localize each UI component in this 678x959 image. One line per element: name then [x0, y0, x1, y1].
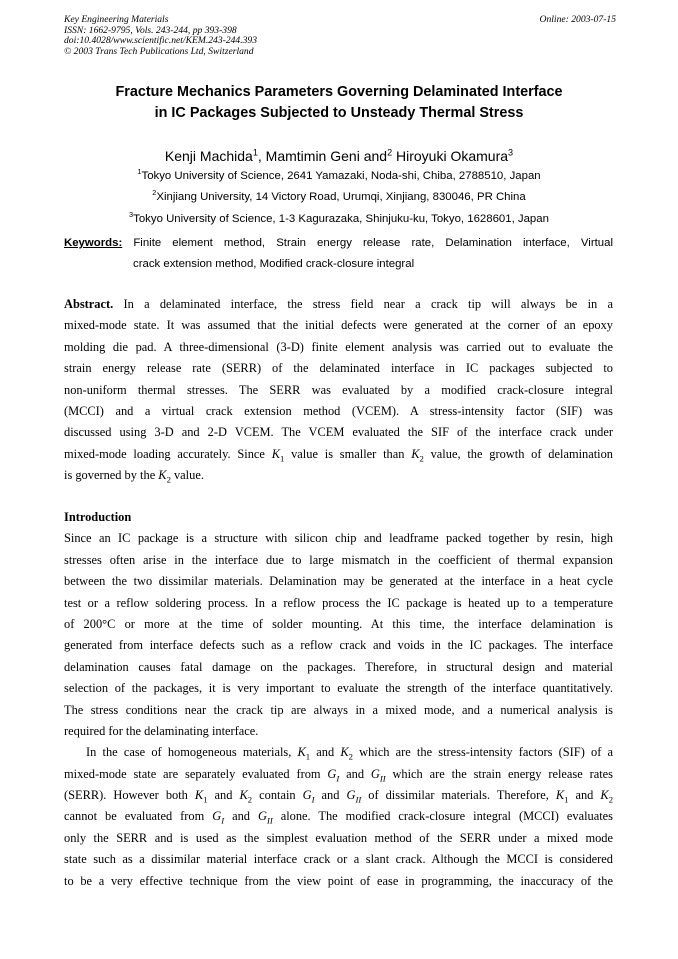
- paragraph-line: only the SERR and is used as the simplest evaluation method of the SERR under a mixed mode: [64, 830, 613, 845]
- abstract-line: molding die pad. A three-dimensional (3-D) finite element analysis was carried out to evaluate the: [64, 339, 613, 354]
- paragraph-line: selection of the packages, it is very important to evaluate the strength of the interface quantitatively.: [64, 681, 613, 696]
- author-affil-mark: 2: [387, 147, 393, 158]
- abstract-line: mixed-mode loading accurately. Since $K_1$ value is smaller than $K_2$ value, the growth of delamination: [64, 446, 613, 464]
- paragraph-line: state such as a dissimilar material interface crack or a slant crack. Although the MCCI is considered: [64, 852, 613, 867]
- paragraph-line: stresses often arise in the interface due to large mismatch in the coefficient of thermal expansion: [64, 552, 613, 567]
- affiliation-mark: 3: [129, 210, 134, 220]
- abstract-line: strain energy release rate (SERR) of the delaminated interface in IC packages subjected to: [64, 361, 613, 376]
- author-name: Hiroyuki Okamura: [392, 148, 509, 164]
- paragraph-line: Since an IC package is a structure with silicon chip and leadframe packed together by resin, high: [64, 531, 613, 546]
- issn-line: ISSN: 1662-9795, Vols. 243-244, pp 393-398: [64, 24, 237, 36]
- keywords: [64, 233, 613, 275]
- abstract: [64, 294, 613, 487]
- copyright-line: © 2003 Trans Tech Publications Ltd, Switzerland: [64, 45, 254, 57]
- paragraph-line: (SERR). However both $K_1$ and $K_2$ contain $G_I$ and $G_{II}$ of dissimilar materials. Therefore, $K_1$ and $K_2$: [64, 788, 614, 805]
- paragraph-line: mixed-mode state are separately evaluated from $G_I$ and $G_{II}$ which are the strain energy release rates: [64, 766, 613, 784]
- author-affil-mark: 1: [252, 147, 258, 158]
- author-name: , Mamtimin Geni and: [257, 148, 388, 164]
- keywords-label: Keywords:: [64, 237, 123, 249]
- paper-title: [0, 82, 678, 124]
- affiliation-2: [0, 190, 678, 204]
- affiliation-1: [0, 169, 678, 183]
- section-heading: Introduction: [64, 510, 132, 524]
- affiliation-text: Tokyo University of Science, 2641 Yamazaki, Noda-shi, Chiba, 2788510, Japan: [141, 170, 541, 182]
- title-line-1: Fracture Mechanics Parameters Governing Delaminated Interface: [115, 84, 563, 100]
- paragraph-line: generated from interface defects such as a reflow crack and voids in the IC packages. The interface: [64, 638, 613, 653]
- affiliation-mark: 1: [137, 167, 142, 177]
- affiliation-text: Xinjiang University, 14 Victory Road, Urumqi, Xinjiang, 830046, PR China: [156, 191, 526, 203]
- keywords-text: Finite element method, Strain energy release rate, Delamination interface, Virtual: [133, 237, 613, 249]
- abstract-line: non-uniform thermal stresses. The SERR was evaluated by a modified crack-closure integral: [64, 382, 613, 397]
- author-list: [0, 147, 678, 165]
- doi-line: doi:10.4028/www.scientific.net/KEM.243-244.393: [64, 35, 258, 46]
- abstract-line: discussed using 3-D and 2-D VCEM. The VCEM evaluated the SIF of the interface crack under: [64, 425, 613, 440]
- online-date: Online: 2003-07-15: [539, 14, 616, 25]
- paragraph-line: required for the delaminating interface.: [64, 723, 259, 738]
- title-line-2: in IC Packages Subjected to Unsteady Thermal Stress: [154, 105, 524, 121]
- journal-name: Key Engineering Materials: [64, 14, 169, 25]
- paragraph-line: cannot be evaluated from $G_I$ and $G_{II}$ alone. The modified crack-closure integral (MCCI) evaluates: [64, 809, 613, 826]
- affiliation-text: Tokyo University of Science, 1-3 Kagurazaka, Shinjuku-ku, Tokyo, 1628601, Japan: [133, 213, 549, 225]
- paragraph-line: test or a reflow soldering process. In a reflow process the IC package is heated up to a temperature: [64, 595, 613, 610]
- paragraph-line: of 200°C or more at the time of solder mounting. At this time, the interface delamination is: [64, 616, 613, 631]
- keywords-line-1: [64, 233, 613, 254]
- author-name: Kenji Machida: [164, 148, 253, 164]
- author-affil-mark: 3: [508, 147, 514, 158]
- introduction-section: [64, 507, 613, 892]
- paragraph-line: to be a very effective technique from the view point of ease in programming, the inaccuracy of the: [64, 873, 613, 888]
- paragraph-line: In the case of homogeneous materials, $K_1$ and $K_2$ which are the stress-intensity factors (SIF) of a: [86, 745, 614, 762]
- affiliation-mark: 2: [152, 188, 157, 198]
- keywords-line-2: crack extension method, Modified crack-closure integral: [133, 258, 415, 270]
- abstract-line: is governed by the $K_2$ value.: [64, 468, 204, 485]
- paragraph-line: between the two dissimilar materials. Delamination may be generated at the interface in a heat cycle: [64, 574, 613, 589]
- paragraph-line: delamination causes fatal damage on the packages. Therefore, in structural design and material: [64, 659, 613, 674]
- abstract-line: (MCCI) and a virtual crack extension method (VCEM). A stress-intensity factor (SIF) was: [64, 403, 613, 418]
- affiliation-3: [0, 212, 678, 226]
- abstract-line: mixed-mode state. It was assumed that the initial defects were generated at the corner of an epoxy: [64, 318, 613, 333]
- paragraph-line: The stress conditions near the crack tip are always in a mixed mode, and a numerical analysis is: [64, 702, 613, 717]
- abstract-label: Abstract.: [64, 297, 114, 311]
- citation-block: [64, 15, 257, 57]
- abstract-line: Abstract. In a delaminated interface, the stress field near a crack tip will always be in a: [64, 297, 613, 311]
